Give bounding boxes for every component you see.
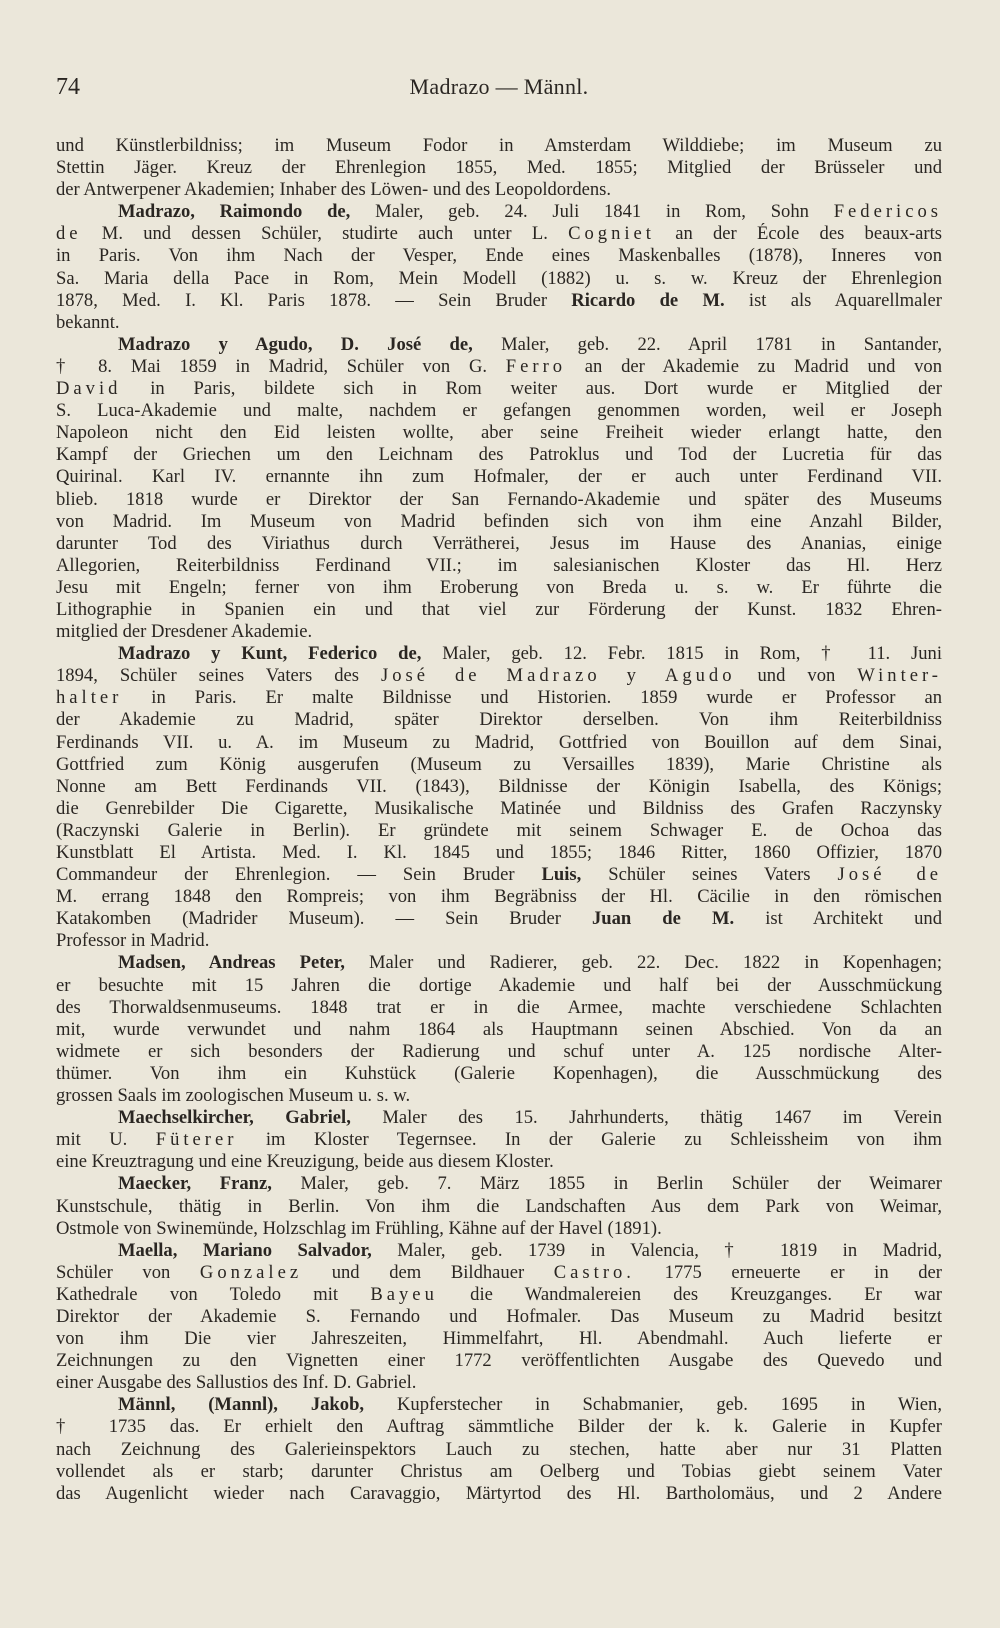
text-run: ist Architekt und — [734, 908, 942, 930]
text-line — [56, 135, 942, 157]
text-run: Kunstschule, thätig in Berlin. Von ihm die Landschaften Aus dem Park von Weimar, — [56, 1195, 942, 1217]
text-run: die Genrebilder Die Cigarette, Musikalische Matinée und Bildniss des Grafen Raczynsky — [56, 797, 942, 819]
text-run: von ihm Die vier Jahreszeiten, Himmelfahrt, Hl. Abendmahl. Auch lieferte er — [56, 1328, 942, 1350]
text-run: einer Ausgabe des Sallustios des Inf. D. Gabriel. — [56, 1372, 417, 1394]
spaced-name: Bayeu — [370, 1283, 438, 1305]
text-run: Allegorien, Reiterbildniss Ferdinand VII.; im salesianischen Kloster das Hl. Herz — [56, 554, 942, 576]
text-run: M. errang 1848 den Rompreis; von ihm Begräbniss der Hl. Cäcilie in den römischen — [56, 886, 942, 908]
text-run: Quirinal. Karl IV. ernannte ihn zum Hofmaler, der er auch unter Ferdinand VII. — [56, 466, 942, 488]
text-line — [56, 665, 942, 687]
text-run: Schüler von — [56, 1261, 200, 1283]
text-line — [56, 1416, 942, 1438]
text-run: † 8. Mai 1859 in Madrid, Schüler von G. — [56, 355, 506, 377]
text-run: mit, wurde verwundet und nahm 1864 als Hauptmann seinen Abschied. Von da an — [56, 1018, 942, 1040]
entry-heading: Männl, (Mannl), Jakob, — [118, 1394, 365, 1416]
text-line — [56, 908, 942, 930]
spaced-name: Federicos — [833, 201, 942, 223]
text-line — [56, 842, 942, 864]
text-line — [56, 1394, 942, 1416]
spaced-name: Ferro — [505, 355, 567, 377]
text-line — [56, 975, 942, 997]
entry-heading: Madrazo y Kunt, Federico de, — [118, 643, 422, 665]
text-line — [56, 930, 942, 952]
text-line — [56, 687, 942, 709]
text-run: und Künstlerbildniss; im Museum Fodor in Amsterdam Wilddiebe; im Museum zu — [56, 135, 942, 156]
spaced-name: Winter- — [857, 665, 942, 687]
text-run: blieb. 1818 wurde er Direktor der San Fernando-Akademie und später des Museums — [56, 488, 942, 510]
text-run: er besuchte mit 15 Jahren die dortige Akademie und half bei der Ausschmückung — [56, 974, 942, 996]
text-run: Napoleon nicht den Eid leisten wollte, aber seine Freiheit wieder erlangt hatte, den — [56, 422, 942, 444]
spaced-name: José de — [837, 864, 942, 886]
text-run: widmete er sich besonders der Radierung und schuf unter A. 125 nordische Alter- — [56, 1040, 942, 1062]
text-line — [56, 776, 942, 798]
text-line — [56, 356, 942, 378]
text-line — [56, 1262, 942, 1284]
text-line — [56, 1129, 942, 1151]
text-run: Professor in Madrid. — [56, 930, 210, 952]
text-run: Gottfried zum König ausgerufen (Museum zu Versailles 1839), Marie Christine als — [56, 753, 942, 775]
text-run: Maler, geb. 24. Juli 1841 in Rom, Sohn — [350, 201, 834, 223]
text-line — [56, 466, 942, 488]
text-line — [56, 1151, 942, 1173]
entry-heading: Luis, — [541, 864, 582, 886]
text-run: und von — [735, 665, 858, 687]
text-run: Ostmole von Swinemünde, Holzschlag im Frühling, Kähne auf der Havel (1891). — [56, 1217, 662, 1239]
text-run: Commandeur der Ehrenlegion. — Sein Bruder — [56, 864, 542, 886]
text-run: Kampf der Griechen um den Leichnam des Patroklus und Tod der Lucretia für das — [56, 444, 942, 466]
text-run: grossen Saals im zoologischen Museum u. s. w. — [56, 1085, 411, 1107]
spaced-name: halter — [56, 687, 123, 709]
text-line — [56, 533, 942, 555]
text-line — [56, 201, 942, 223]
text-run: das Augenlicht wieder nach Caravaggio, Märtyrtod des Hl. Bartholomäus, und 2 Andere — [56, 1482, 942, 1504]
text-line — [56, 864, 942, 886]
text-line — [56, 422, 942, 444]
text-line — [56, 1372, 942, 1394]
spaced-name: Füterer — [155, 1129, 238, 1151]
spaced-name: David — [56, 378, 122, 400]
text-run: Stettin Jäger. Kreuz der Ehrenlegion 1855, Med. 1855; Mitglied der Brüsseler und — [56, 157, 942, 179]
text-run: bekannt. — [56, 311, 120, 333]
text-line — [56, 400, 942, 422]
text-run: im Kloster Tegernsee. In der Galerie zu Schleissheim von ihm — [237, 1129, 942, 1151]
text-run: der Antwerpener Akademien; Inhaber des Löwen- und des Leopoldordens. — [56, 179, 612, 201]
text-line — [56, 378, 942, 400]
page-header — [56, 74, 942, 110]
text-line — [56, 334, 942, 356]
text-run: in Paris. Er malte Bildnisse und Historien. 1859 wurde er Professor an — [122, 687, 942, 709]
text-line — [56, 290, 942, 312]
text-line — [56, 1284, 942, 1306]
text-line — [56, 643, 942, 665]
text-line — [56, 1063, 942, 1085]
text-run: vollendet als er starb; darunter Christus am Oelberg und Tobias giebt seinem Vater — [56, 1460, 942, 1482]
text-run: mitglied der Dresdener Akademie. — [56, 621, 313, 643]
text-line — [56, 1439, 942, 1461]
text-run: eine Kreuztragung und eine Kreuzigung, beide aus diesem Kloster. — [56, 1151, 554, 1173]
text-run: darunter Tod des Viriathus durch Verrätherei, Jesus im Hause des Ananias, einige — [56, 532, 942, 554]
spaced-name: Gonzalez — [199, 1261, 303, 1283]
text-line — [56, 798, 942, 820]
text-run: S. Luca-Akademie und malte, nachdem er gefangen genommen worden, weil er Joseph — [56, 400, 942, 422]
text-run: 1775 erneuerte er in der — [634, 1261, 942, 1283]
text-run: Kupferstecher in Schabmanier, geb. 1695 in Wien, — [364, 1394, 942, 1416]
text-line — [56, 754, 942, 776]
text-run: an der École des beaux-arts — [654, 223, 942, 245]
text-line — [56, 312, 942, 334]
text-run: (Raczynski Galerie in Berlin). Er gründete mit seinem Schwager E. de Ochoa das — [56, 819, 942, 841]
text-line — [56, 268, 942, 290]
text-run: Maler, geb. 12. Febr. 1815 in Rom, † 11. Juni — [421, 643, 942, 665]
text-line — [56, 444, 942, 466]
page-number: 74 — [56, 74, 80, 100]
text-line — [56, 997, 942, 1019]
entry-heading: Maechselkircher, Gabriel, — [118, 1107, 351, 1129]
text-run: in Paris. Von ihm Nach der Vesper, Ende eines Maskenballes (1878), Inneres von — [56, 245, 942, 267]
text-run: und dem Bildhauer — [302, 1261, 554, 1283]
spaced-name: de — [56, 223, 82, 245]
text-run: des Thorwaldsenmuseums. 1848 trat er in die Armee, machte verschiedene Schlachten — [56, 996, 942, 1018]
text-run: Maler, geb. 1739 in Valencia, † 1819 in Madrid, — [371, 1239, 942, 1261]
text-run: ist als Aquarellmaler — [724, 289, 942, 311]
text-run: Maler, geb. 22. April 1781 in Santander, — [472, 333, 942, 355]
text-run: Katakomben (Madrider Museum). — Sein Bruder — [56, 908, 592, 930]
text-line — [56, 1196, 942, 1218]
text-line — [56, 820, 942, 842]
text-run: Sa. Maria della Pace in Rom, Mein Modell (1882) u. s. w. Kreuz der Ehrenlegion — [56, 267, 942, 289]
text-run: thümer. Von ihm ein Kuhstück (Galerie Kopenhagen), die Ausschmückung des — [56, 1062, 942, 1084]
text-run: † 1735 das. Er erhielt den Auftrag sämmtliche Bilder der k. k. Galerie in Kupfer — [56, 1416, 942, 1438]
text-line — [56, 1218, 942, 1240]
text-run: Lithographie in Spanien ein und that viel zur Förderung der Kunst. 1832 Ehren- — [56, 598, 942, 620]
text-run: Maler, geb. 7. März 1855 in Berlin Schüler der Weimarer — [271, 1173, 942, 1195]
text-line — [56, 1085, 942, 1107]
text-line — [56, 709, 942, 731]
text-run: 1878, Med. I. Kl. Paris 1878. — Sein Bruder — [56, 289, 572, 311]
text-line — [56, 952, 942, 974]
text-line — [56, 621, 942, 643]
entry-heading: Madrazo, Raimondo de, — [118, 201, 351, 223]
text-run: Kunstblatt El Artista. Med. I. Kl. 1845 und 1855; 1846 Ritter, 1860 Offizier, 1870 — [56, 842, 942, 863]
text-line — [56, 1173, 942, 1195]
text-run: Zeichnungen zu den Vignetten einer 1772 veröffentlichten Ausgabe des Quevedo und — [56, 1350, 942, 1372]
text-run: in Paris, bildete sich in Rom weiter aus. Dort wurde er Mitglied der — [121, 378, 942, 400]
text-run: der Akademie zu Madrid, später Direktor derselben. Von ihm Reiterbildniss — [56, 709, 942, 731]
text-line — [56, 1350, 942, 1372]
text-line — [56, 1483, 942, 1505]
text-line — [56, 223, 942, 245]
text-line — [56, 179, 942, 201]
text-line — [56, 1306, 942, 1328]
text-run: Direktor der Akademie S. Fernando und Hofmaler. Das Museum zu Madrid besitzt — [56, 1305, 942, 1327]
text-line — [56, 1240, 942, 1262]
text-run: an der Akademie zu Madrid und von — [566, 355, 942, 377]
text-run: 1894, Schüler seines Vaters des — [56, 665, 381, 687]
text-run: Ferdinands VII. u. A. im Museum zu Madrid, Gottfried von Bouillon auf dem Sinai, — [56, 731, 942, 753]
text-run: Nonne am Bett Ferdinands VII. (1843), Bildnisse der Königin Isabella, des Königs; — [56, 775, 942, 797]
text-run: Maler des 15. Jahrhunderts, thätig 1467 im Verein — [350, 1107, 942, 1129]
text-run: mit U. — [56, 1129, 156, 1151]
text-line — [56, 886, 942, 908]
entry-heading: Maecker, Franz, — [118, 1173, 272, 1195]
text-run: Kathedrale von Toledo mit — [56, 1283, 371, 1305]
text-line — [56, 1019, 942, 1041]
text-run: von Madrid. Im Museum von Madrid befinden sich von ihm eine Anzahl Bilder, — [56, 510, 942, 532]
text-line — [56, 245, 942, 267]
text-line — [56, 555, 942, 577]
running-head: Madrazo — Männl. — [409, 74, 589, 99]
text-run: M. und dessen Schüler, studirte auch unter L. — [81, 223, 569, 245]
text-line — [56, 489, 942, 511]
text-run: die Wandmalereien des Kreuzganges. Er war — [437, 1283, 942, 1305]
text-line — [56, 1328, 942, 1350]
text-line — [56, 1461, 942, 1483]
text-line — [56, 599, 942, 621]
text-line — [56, 157, 942, 179]
entry-heading: Ricardo de M. — [571, 289, 725, 311]
text-line — [56, 1041, 942, 1063]
spaced-name: Castro. — [553, 1261, 635, 1283]
text-line — [56, 732, 942, 754]
text-line — [56, 577, 942, 599]
entry-heading: Juan de M. — [591, 908, 735, 930]
spaced-name: Cogniet — [568, 223, 655, 245]
entry-heading: Madrazo y Agudo, D. José de, — [118, 333, 473, 355]
text-line — [56, 1107, 942, 1129]
text-run: Jesu mit Engeln; ferner von ihm Eroberung von Breda u. s. w. Er führte die — [56, 576, 942, 598]
text-run: Schüler seines Vaters — [581, 864, 838, 886]
entry-heading: Madsen, Andreas Peter, — [118, 952, 345, 974]
text-run: nach Zeichnung des Galerieinspektors Lauch zu stechen, hatte aber nur 31 Platten — [56, 1438, 942, 1460]
spaced-name: José de Madrazo y Agudo — [380, 665, 736, 687]
text-run: Maler und Radierer, geb. 22. Dec. 1822 in Kopenhagen; — [344, 952, 942, 974]
entry-heading: Maella, Mariano Salvador, — [118, 1239, 372, 1261]
text-line — [56, 511, 942, 533]
body-text — [56, 135, 942, 1505]
